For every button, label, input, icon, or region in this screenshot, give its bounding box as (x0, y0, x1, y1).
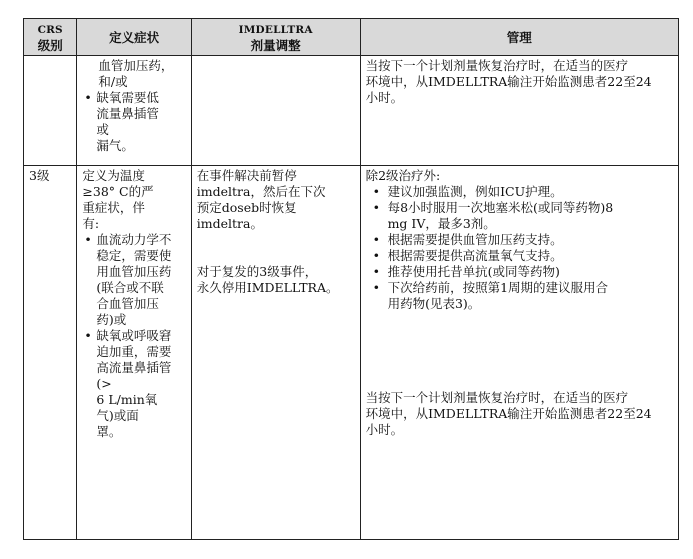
management-line: 小时。 (365, 90, 404, 105)
bullet-line: (> (96, 376, 112, 391)
header-dose-modification (191, 19, 360, 56)
row2-grade-cell: 3级 (24, 166, 77, 540)
definition-bullet-list (82, 232, 185, 440)
bullet-line: 气)或面 (96, 408, 139, 423)
row1-definition-cell (77, 56, 191, 166)
bullet-line: • 缺氧或呼吸窘 (96, 328, 172, 343)
row2-definition-cell (77, 166, 191, 540)
bullet-line: 罩。 (96, 424, 122, 439)
management-line: 小时。 (365, 422, 404, 437)
management-bullet-list (366, 184, 673, 312)
bullet-line: • 根据需要提供血管加压药支持。 (387, 232, 563, 247)
row1-management-cell (360, 56, 678, 166)
dose-line: 对于复发的3级事件， (196, 264, 318, 279)
bullet-line: 稳定，需要使 (96, 248, 172, 263)
dose-line: 预定doseb时恢复 (196, 200, 297, 215)
bullet-line: (联合或不联 (96, 280, 164, 295)
bullet-line: 流量鼻插管 (96, 106, 159, 121)
bullet-line: • 推荐使用托昔单抗(或同等药物) (387, 264, 560, 279)
table-row (24, 166, 679, 540)
definition-line: 重症状，伴 (82, 200, 145, 215)
bullet-line: • 下次给药前，按照第1周期的建议服用合 (387, 280, 609, 295)
paragraph-gap (197, 248, 355, 264)
definition-line: ≥38° C的严 (82, 184, 154, 199)
management-bullet (366, 248, 673, 264)
bullet-line: • 每8小时服用一次地塞米松(或同等药物)8 (387, 200, 614, 215)
bullet-line: 漏气。 (96, 138, 134, 153)
management-intro: 除2级治疗外: (365, 168, 441, 183)
header-definition: 定义症状 (77, 19, 191, 56)
dose-line: 在事件解决前暂停 (196, 168, 297, 183)
definition-line: 定义为温度 (82, 168, 145, 183)
row1-grade-cell (24, 56, 77, 166)
definition-line: 有: (82, 216, 100, 231)
paragraph-gap (197, 232, 355, 248)
dose-line: imdeltra，然后在下次 (196, 184, 326, 199)
header-crs-label: CRS (37, 24, 63, 36)
bullet-line: mg IV，最多3剂。 (387, 216, 496, 231)
header-management: 管理 (360, 19, 678, 56)
management-bullet (366, 264, 673, 280)
bullet-line: 6 L/min氧 (96, 392, 158, 407)
header-drug-name: IMDELLTRA (238, 24, 313, 36)
bullet-line: • 建议加强监测，例如ICU护理。 (387, 184, 563, 199)
management-bullet (366, 200, 673, 232)
definition-bullet-list (82, 90, 185, 154)
management-line: 当按下一个计划剂量恢复治疗时，在适当的医疗 (365, 390, 629, 405)
management-bullet (366, 232, 673, 248)
definition-line: 和/或 (98, 74, 128, 89)
row2-dose-cell (191, 166, 360, 540)
definition-bullet (82, 232, 185, 328)
bullet-line: 用药物(见表3)。 (387, 296, 481, 311)
bullet-line: 或 (96, 122, 109, 137)
header-crs-grade (24, 19, 77, 56)
management-line: 环境中，从IMDELLTRA输注开始监测患者22至24 (365, 406, 652, 421)
management-bullet (366, 184, 673, 200)
definition-bullet (82, 328, 185, 440)
header-grade-label: 级别 (37, 38, 63, 53)
paragraph-gap (366, 312, 673, 390)
definition-bullet (82, 90, 185, 154)
bullet-line: • 根据需要提供高流量氧气支持。 (387, 248, 563, 263)
row2-management-cell (360, 166, 678, 540)
bullet-line: 迫加重，需要 (96, 344, 172, 359)
dose-line: 永久停用IMDELLTRA。 (196, 280, 339, 295)
bullet-line: • 缺氧需要低 (96, 90, 159, 105)
row1-dose-cell (191, 56, 360, 166)
management-line: 环境中，从IMDELLTRA输注开始监测患者22至24 (365, 74, 652, 89)
dose-line: imdeltra。 (196, 216, 263, 231)
crs-dose-modification-table (23, 18, 679, 540)
header-dose-label: 剂量调整 (250, 38, 301, 53)
table-header-row (24, 19, 679, 56)
definition-line: 血管加压药， (98, 58, 174, 73)
bullet-line: 高流量鼻插管 (96, 360, 172, 375)
table-row (24, 56, 679, 166)
bullet-line: 用血管加压药 (96, 264, 172, 279)
bullet-line: • 血流动力学不 (96, 232, 172, 247)
management-bullet (366, 280, 673, 312)
bullet-line: 药)或 (96, 312, 127, 327)
bullet-line: 合血管加压 (96, 296, 159, 311)
management-line: 当按下一个计划剂量恢复治疗时，在适当的医疗 (365, 58, 629, 73)
